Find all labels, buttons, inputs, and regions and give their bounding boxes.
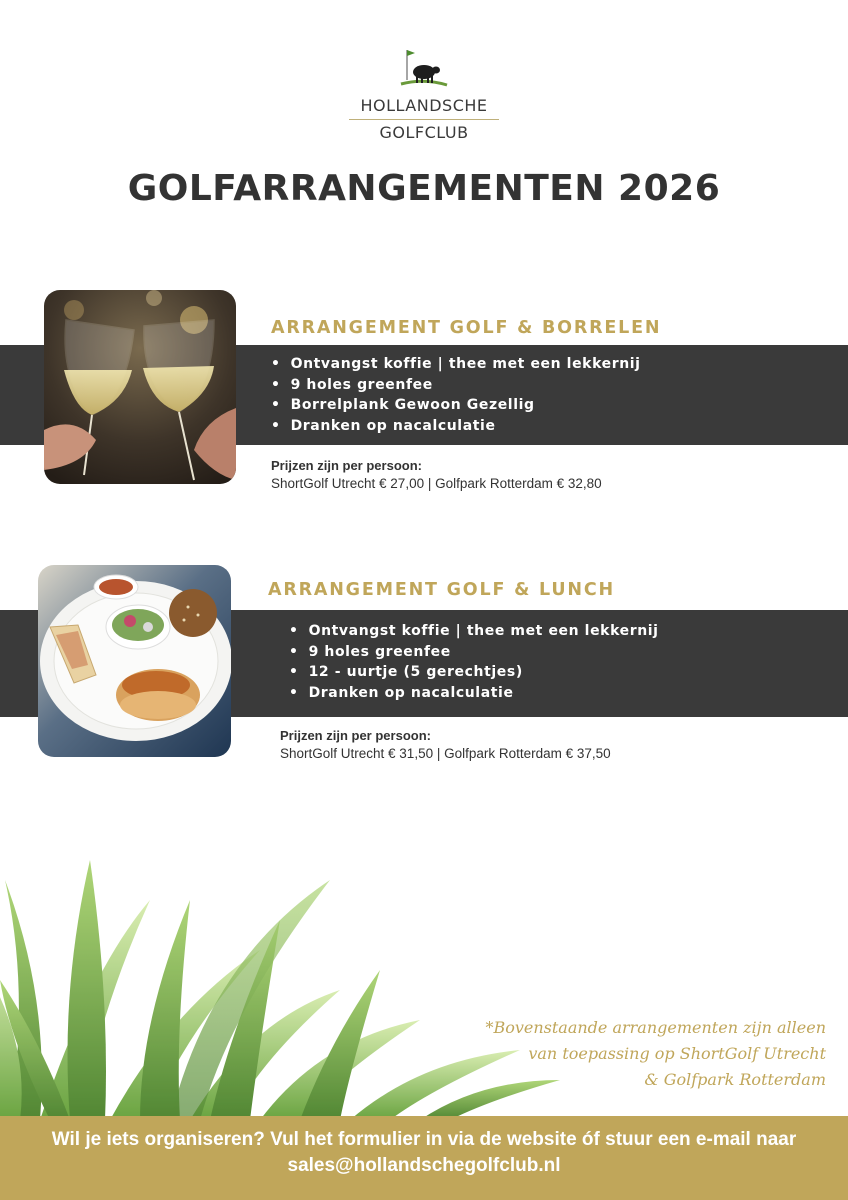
price-text: ShortGolf Utrecht € 31,50 | Golfpark Rotterdam € 37,50 bbox=[280, 746, 611, 761]
footnote-line: & Golfpark Rotterdam bbox=[644, 1070, 826, 1089]
sheep-flag-icon bbox=[397, 48, 451, 90]
arrangement-1-prices bbox=[271, 458, 602, 491]
list-item: • 9 holes greenfee bbox=[271, 375, 641, 396]
logo-text-line1: HOLLANDSCHE bbox=[360, 96, 488, 115]
price-label: Prijzen zijn per persoon: bbox=[271, 458, 422, 473]
logo-divider bbox=[349, 119, 499, 120]
lunch-plate-photo bbox=[38, 565, 231, 757]
list-item: • Dranken op nacalculatie bbox=[271, 416, 641, 437]
footer-banner bbox=[0, 1116, 848, 1200]
list-item: • Borrelplank Gewoon Gezellig bbox=[271, 395, 641, 416]
arrangement-2-list bbox=[289, 621, 659, 703]
sales-email-link[interactable]: sales@hollandschegolfclub.nl bbox=[287, 1155, 561, 1176]
list-item: • Dranken op nacalculatie bbox=[289, 683, 659, 704]
list-item: • 9 holes greenfee bbox=[289, 642, 659, 663]
footnote-line: *Bovenstaande arrangementen zijn alleen bbox=[485, 1018, 826, 1037]
logo-text-line2: GOLFCLUB bbox=[379, 123, 469, 142]
wine-toast-photo bbox=[44, 290, 236, 484]
list-item: • Ontvangst koffie | thee met een lekkernij bbox=[271, 354, 641, 375]
price-label: Prijzen zijn per persoon: bbox=[280, 728, 431, 743]
arrangement-1-title: ARRANGEMENT GOLF & BORRELEN bbox=[271, 318, 662, 338]
page-title: GOLFARRANGEMENTEN 2026 bbox=[127, 168, 721, 209]
arrangement-2-prices bbox=[280, 728, 611, 761]
footnote bbox=[485, 1015, 826, 1093]
footer-text bbox=[0, 1116, 848, 1179]
club-logo bbox=[0, 48, 848, 142]
arrangement-1-list bbox=[271, 354, 641, 436]
list-item: • Ontvangst koffie | thee met een lekkernij bbox=[289, 621, 659, 642]
footnote-line: van toepassing op ShortGolf Utrecht bbox=[528, 1044, 826, 1063]
list-item: • 12 - uurtje (5 gerechtjes) bbox=[289, 662, 659, 683]
footer-line: Wil je iets organiseren? Vul het formulier in via de website óf stuur een e-mail naar bbox=[51, 1129, 797, 1150]
arrangement-2-title: ARRANGEMENT GOLF & LUNCH bbox=[268, 580, 615, 600]
price-text: ShortGolf Utrecht € 27,00 | Golfpark Rotterdam € 32,80 bbox=[271, 476, 602, 491]
